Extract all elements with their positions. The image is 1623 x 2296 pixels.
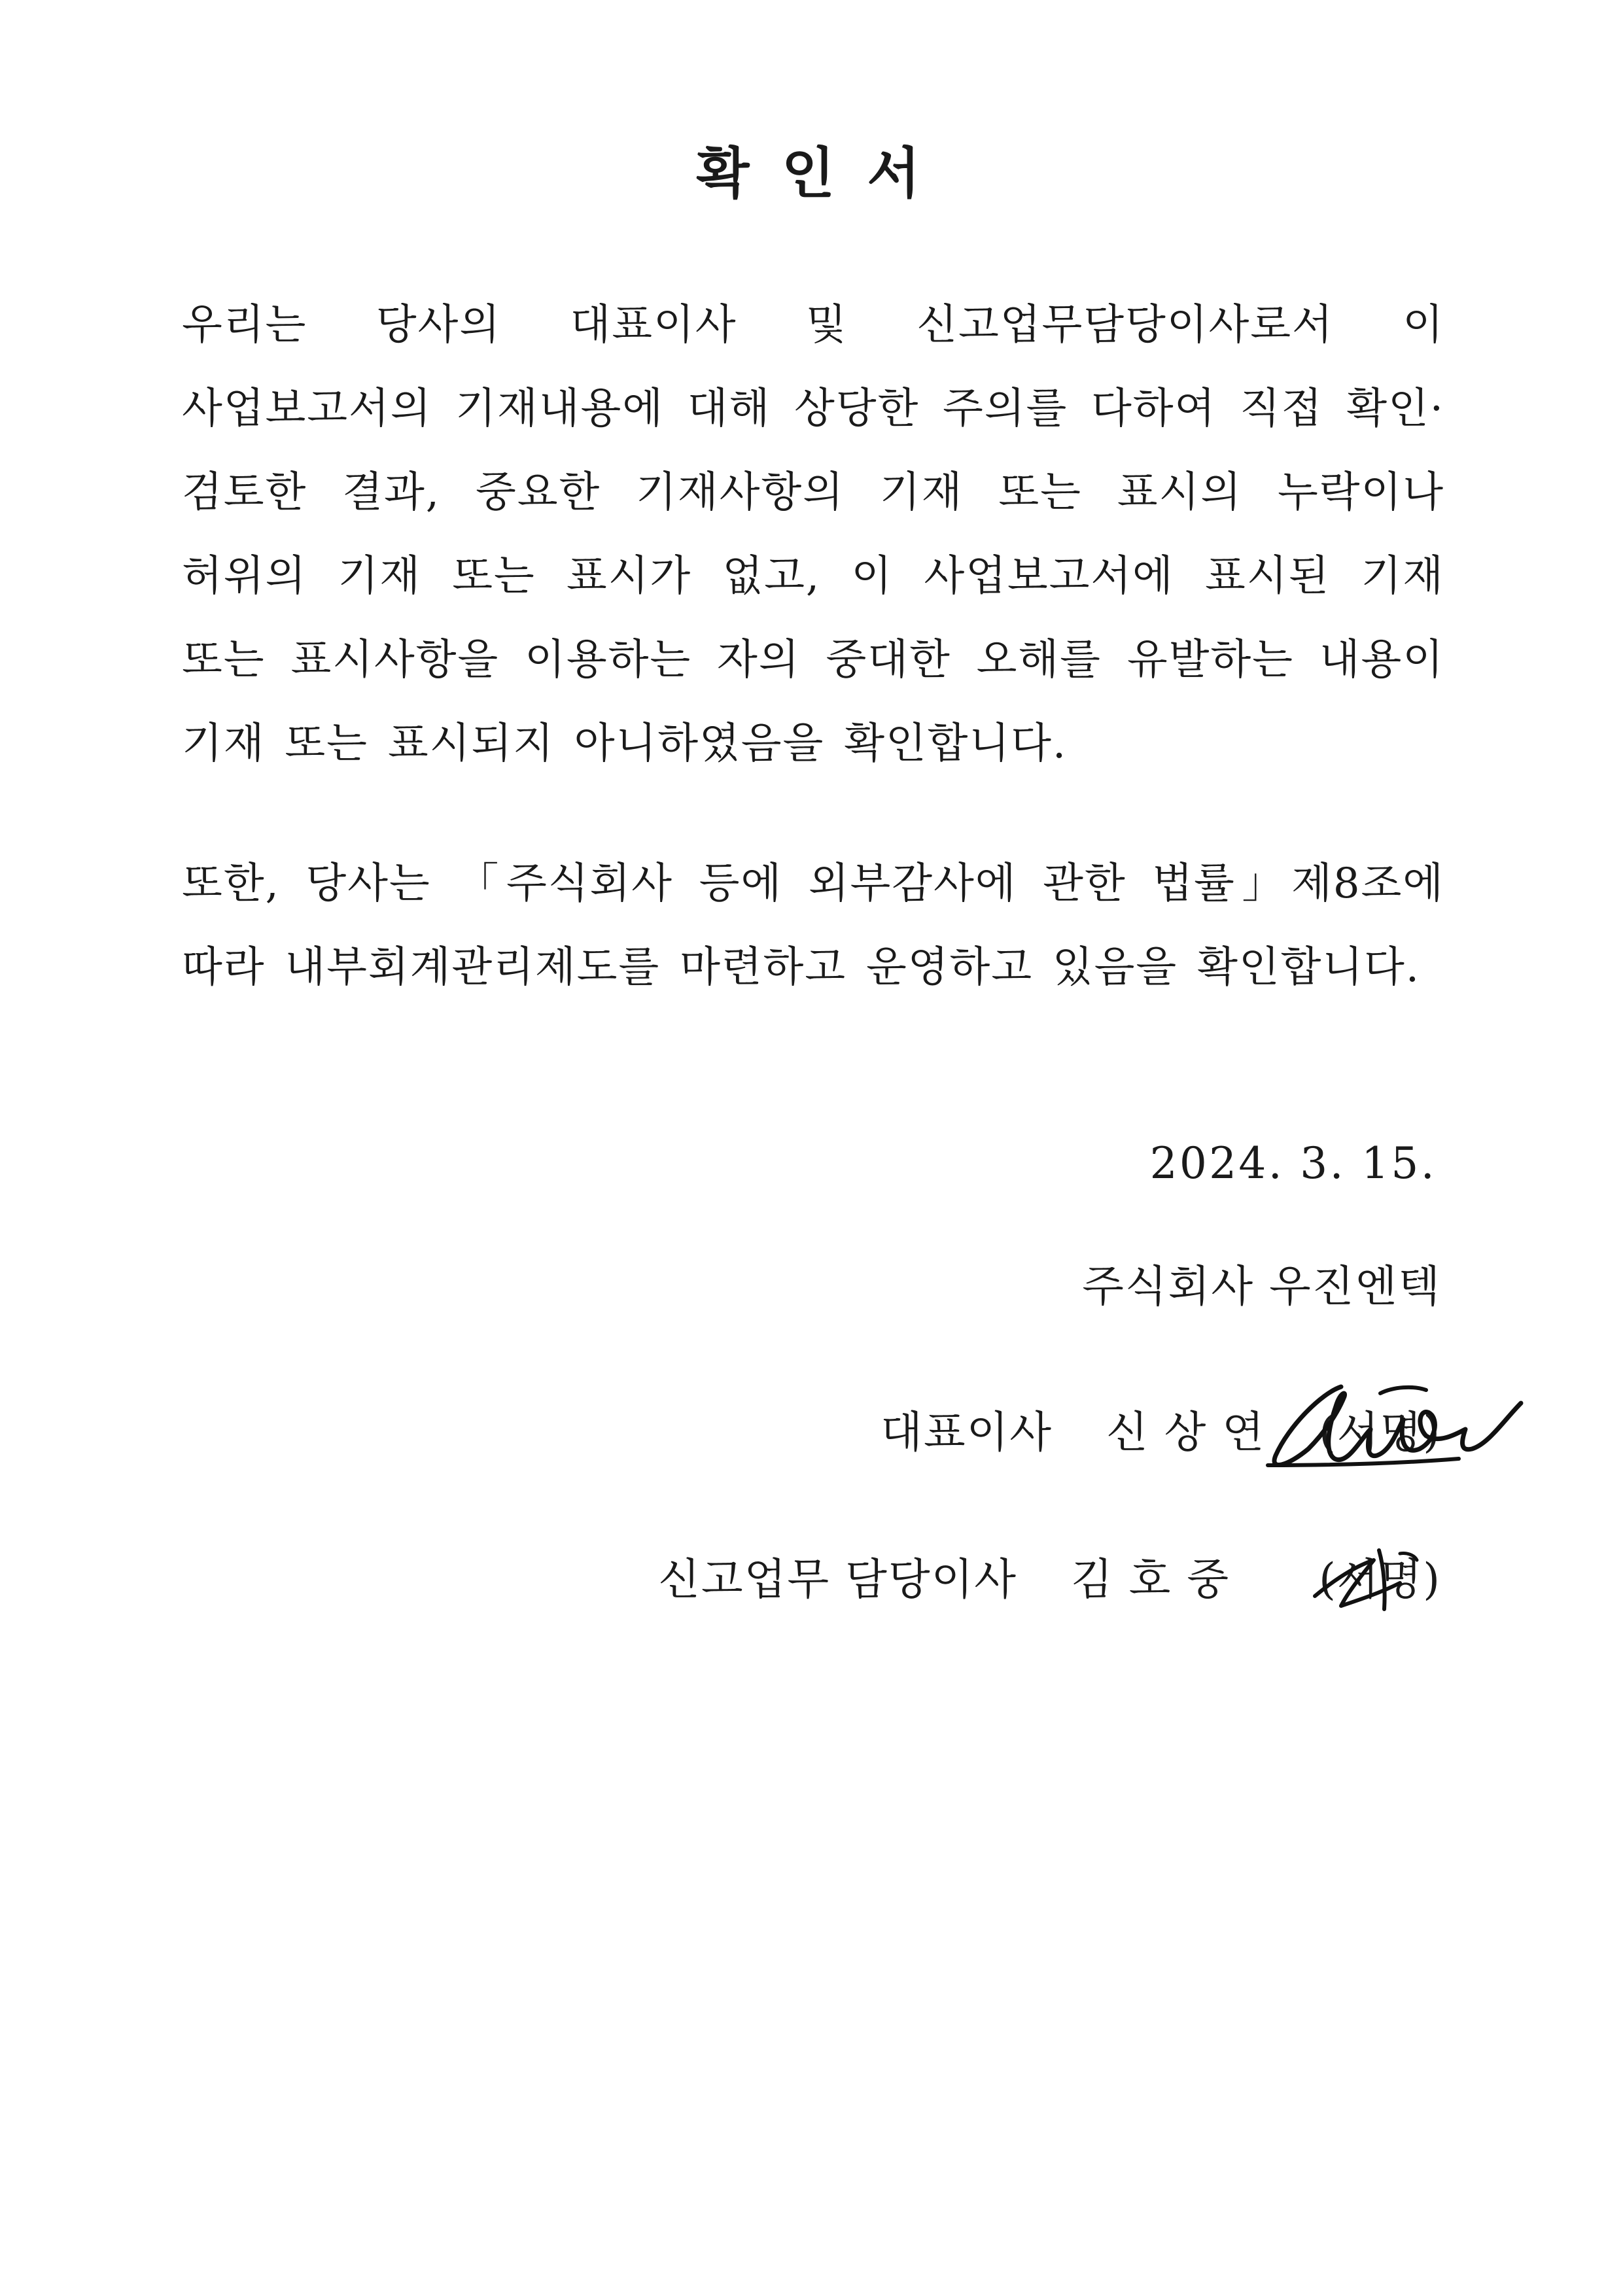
officer-title: 신고업무 담당이사	[658, 1554, 1018, 1605]
ceo-name: 신 상 연	[1106, 1407, 1266, 1457]
officer-sign-label: (서명)	[1319, 1554, 1441, 1605]
company-name: 주식회사 우진엔텍	[1082, 1261, 1441, 1312]
document-title: 확 인 서	[696, 141, 927, 205]
confirmation-paragraph: 우리는 당사의 대표이사 및 신고업무담당이사로서 이 사업보고서의 기재내용에 대해 상당한 주의를 다하여 직접 확인·검토한 결과, 중요한 기재사항의 기재 또는 표시의 누락이나 허위의 기재 또는 표시가 없고, 이 사업보고서에 표시된 기재 또는 표시사항을 이용하는 자의 중대한 오해를 유발하는 내용이 기재 또는 표시되지 아니하였음을 확인합니다.	[182, 301, 1444, 768]
ceo-sign-label: (서명)	[1319, 1407, 1441, 1457]
officer-signature-line	[658, 1540, 1441, 1619]
officer-name: 김 호 중	[1070, 1554, 1230, 1605]
ceo-signature-line	[881, 1393, 1441, 1472]
document-date: 2024. 3. 15.	[1149, 1138, 1437, 1189]
ceo-title: 대표이사	[881, 1407, 1053, 1457]
internal-control-paragraph: 또한, 당사는 「주식회사 등에 외부감사에 관한 법률」제8조에 따라 내부회계관리제도를 마련하고 운영하고 있음을 확인합니다.	[182, 860, 1444, 992]
